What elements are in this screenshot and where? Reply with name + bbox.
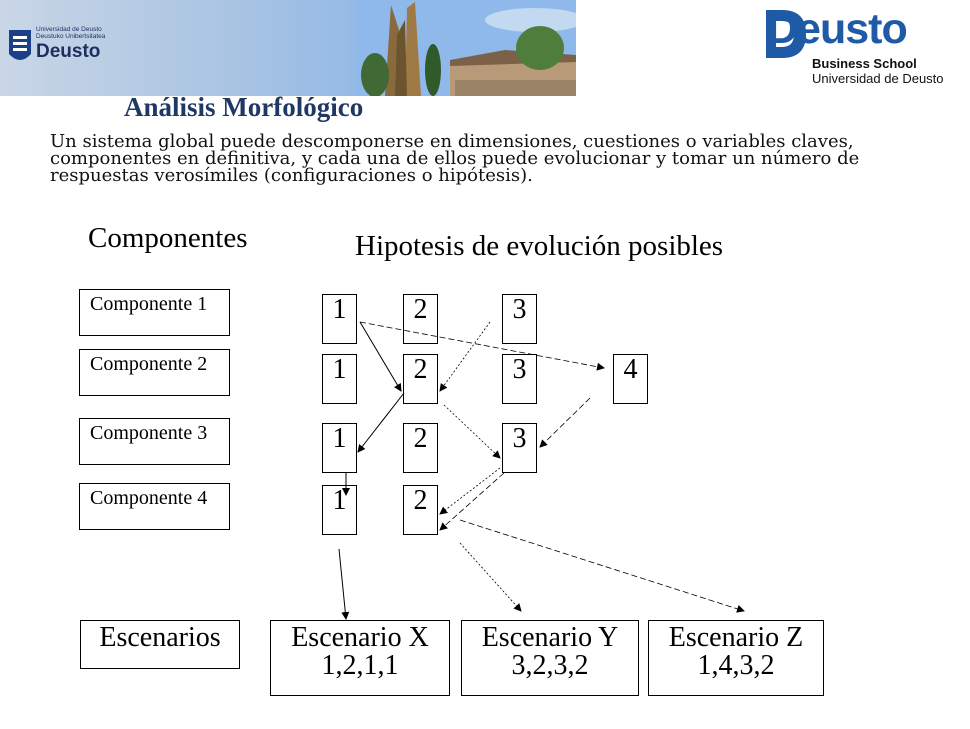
components-heading: Componentes: [88, 222, 248, 254]
page-title: Análisis Morfológico: [124, 92, 364, 122]
hypothesis-c3-3: 3: [502, 423, 537, 473]
arrow-y-to-scenario: [460, 543, 521, 611]
arrow-z-c3-to-c4: [440, 473, 504, 530]
scenarios-label: Escenarios: [99, 622, 221, 653]
hypothesis-c2-1: 1: [322, 354, 357, 404]
scenario-x-name: Escenario X: [291, 622, 429, 653]
hypothesis-c2-3: 3: [502, 354, 537, 404]
university-logo-name: Deusto: [36, 41, 101, 62]
hypothesis-c3-2: 2: [403, 423, 438, 473]
component-box-1: Componente 1: [79, 289, 230, 336]
hypothesis-c2-4: 4: [613, 354, 648, 404]
scenario-z-name: Escenario Z: [668, 622, 804, 653]
school-university-name: Universidad de Deusto: [812, 71, 944, 86]
hypothesis-c2-2: 2: [403, 354, 438, 404]
arrow-z-to-scenario: [460, 520, 744, 611]
arrow-z-c2-to-c3: [540, 398, 590, 447]
component-box-4: Componente 4: [79, 483, 230, 530]
intro-paragraph: Un sistema global puede descomponerse en dimensiones, cuestiones o variables claves, componentes en definitiva, y cada una de ellos puede evolucionar y tomar un número de respuestas verosímiles (configuraciones o hipótesis).: [50, 131, 860, 186]
arrow-y-c3-to-c4: [440, 468, 500, 514]
arrow-y-c2-to-c3: [444, 405, 500, 458]
arrow-x-c1-to-c2: [360, 322, 401, 391]
hypothesis-c3-1: 1: [322, 423, 357, 473]
scenario-x-combination: 1,2,1,1: [321, 650, 399, 681]
arrow-x-c2-to-c3: [358, 393, 404, 452]
scenario-z-combination: 1,4,3,2: [697, 650, 775, 681]
arrow-z-c1-to-c2: [360, 322, 604, 368]
university-logo-line2: Deustuko Unibertsitatea: [36, 32, 106, 40]
arrow-x-to-scenario: [339, 549, 346, 619]
component-box-2: Componente 2: [79, 349, 230, 396]
hypotheses-heading: Hipotesis de evolución posibles: [355, 230, 724, 262]
hypothesis-c1-3: 3: [502, 294, 537, 344]
hypothesis-c1-2: 2: [403, 294, 438, 344]
hypothesis-c4-2: 2: [403, 485, 438, 535]
brand-name: Deusto: [767, 5, 907, 53]
hypothesis-c4-1: 1: [322, 485, 357, 535]
scenario-y-combination: 3,2,3,2: [511, 650, 589, 681]
arrow-y-c1-to-c2: [440, 322, 490, 391]
component-box-3: Componente 3: [79, 418, 230, 465]
hypothesis-c1-1: 1: [322, 294, 357, 344]
scenario-y-name: Escenario Y: [481, 622, 619, 653]
school-name: Business School: [812, 56, 917, 71]
university-logo-line1: Universidad de Deusto: [36, 26, 102, 33]
